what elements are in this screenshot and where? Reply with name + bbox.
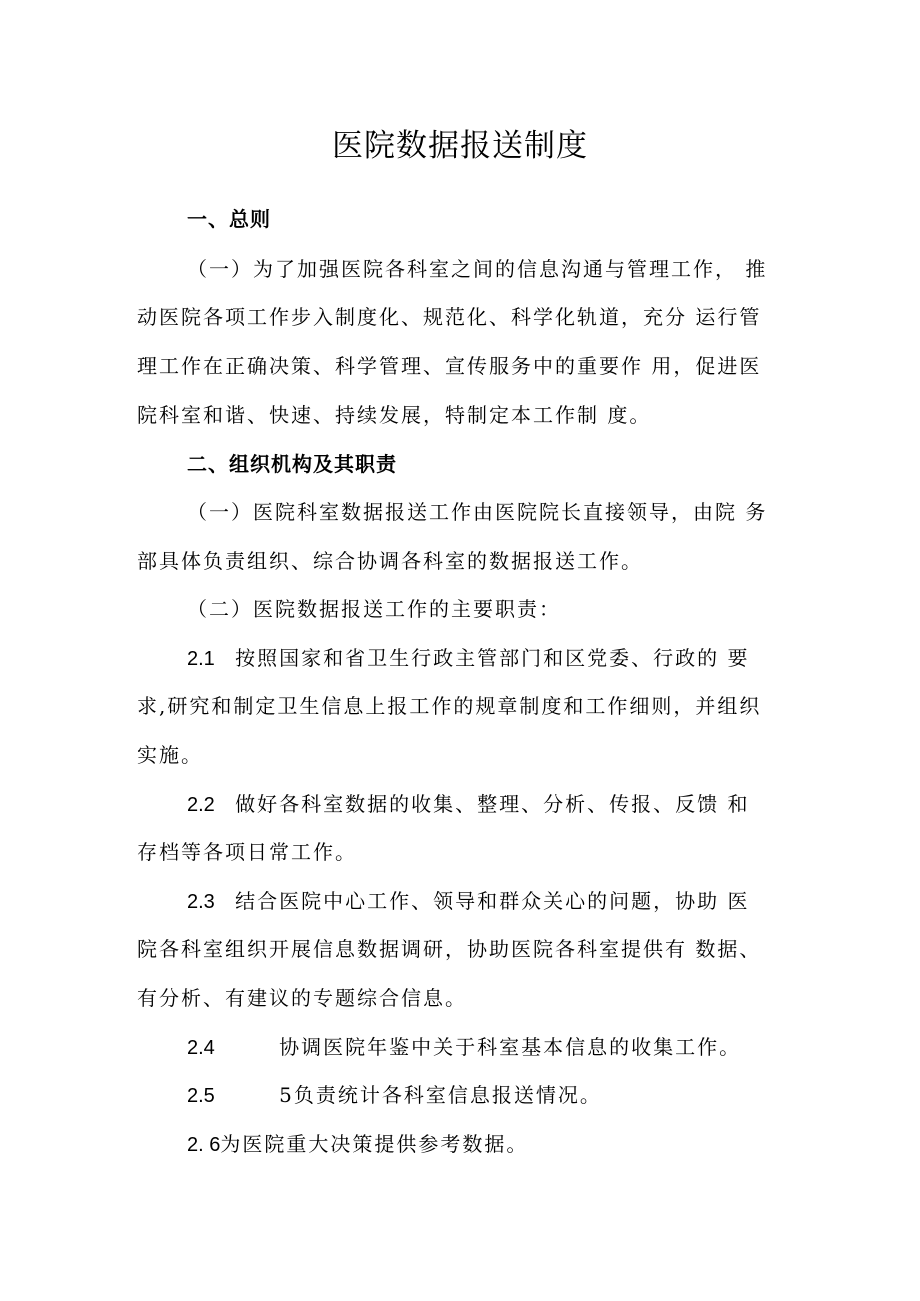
item-2-4-text: 协调医院年鉴中关于科室基本信息的收集工作。 [279, 1035, 742, 1059]
document-title: 医院数据报送制度 [332, 128, 588, 164]
section1-heading: 一、总则 [187, 207, 271, 231]
item-2-2-line2: 存档等各项日常工作。 [137, 840, 357, 864]
section2-para1-line1: （一）医院科室数据报送工作由医院院长直接领导，由院 务 [187, 500, 768, 524]
section1-para1-line3: 理工作在正确决策、科学管理、宣传服务中的重要作 用，促进医 [137, 354, 762, 378]
item-2-6-text: 为医院重大决策提供参考数据。 [220, 1132, 529, 1156]
item-2-6-number: 2. 6 [187, 1134, 221, 1156]
item-2-5-number: 2.5 [187, 1085, 215, 1107]
item-2-4-number: 2.4 [187, 1037, 215, 1059]
item-2-1-line2: 求,研究和制定卫生信息上报工作的规章制度和工作细则，并组织 [137, 694, 762, 718]
section1-para1-line1: （一）为了加强医院各科室之间的信息沟通与管理工作， 推 [187, 257, 768, 281]
item-2-6 [187, 1129, 528, 1160]
item-2-5 [187, 1080, 602, 1111]
item-2-2-number: 2.2 [187, 794, 215, 816]
item-2-3-line3: 有分析、有建议的专题综合信息。 [137, 986, 467, 1010]
item-2-3-text: 结合医院中心工作、领导和群众关心的问题，协助 医 [235, 889, 750, 913]
item-2-2-line1 [187, 789, 750, 820]
section2-para1-line2: 部具体负责组织、综合协调各科室的数据报送工作。 [137, 549, 643, 573]
item-2-3-line2: 院各科室组织开展信息数据调研，协助医院各科室提供有 数据、 [137, 937, 762, 961]
section1-para1-line4: 院科室和谐、快速、持续发展，特制定本工作制 度。 [137, 403, 652, 427]
item-2-1-text: 按照国家和省卫生行政主管部门和区党委、行政的 要 [235, 646, 750, 670]
section1-para1-line2: 动医院各项工作步入制度化、规范化、科学化轨道，充分 运行管 [137, 305, 762, 329]
item-2-5-text: 5负责统计各科室信息报送情况。 [279, 1083, 602, 1107]
item-2-4 [187, 1032, 741, 1063]
item-2-1-number: 2.1 [187, 648, 215, 670]
item-2-1-line3: 实施。 [137, 743, 203, 767]
section2-heading: 二、组织机构及其职责 [187, 452, 397, 476]
item-2-3-line1 [187, 886, 750, 917]
item-2-3-number: 2.3 [187, 891, 215, 913]
item-2-1-line1 [187, 643, 750, 674]
item-2-2-text: 做好各科室数据的收集、整理、分析、传报、反馈 和 [235, 792, 750, 816]
section2-para2: （二）医院数据报送工作的主要职责： [187, 597, 561, 621]
